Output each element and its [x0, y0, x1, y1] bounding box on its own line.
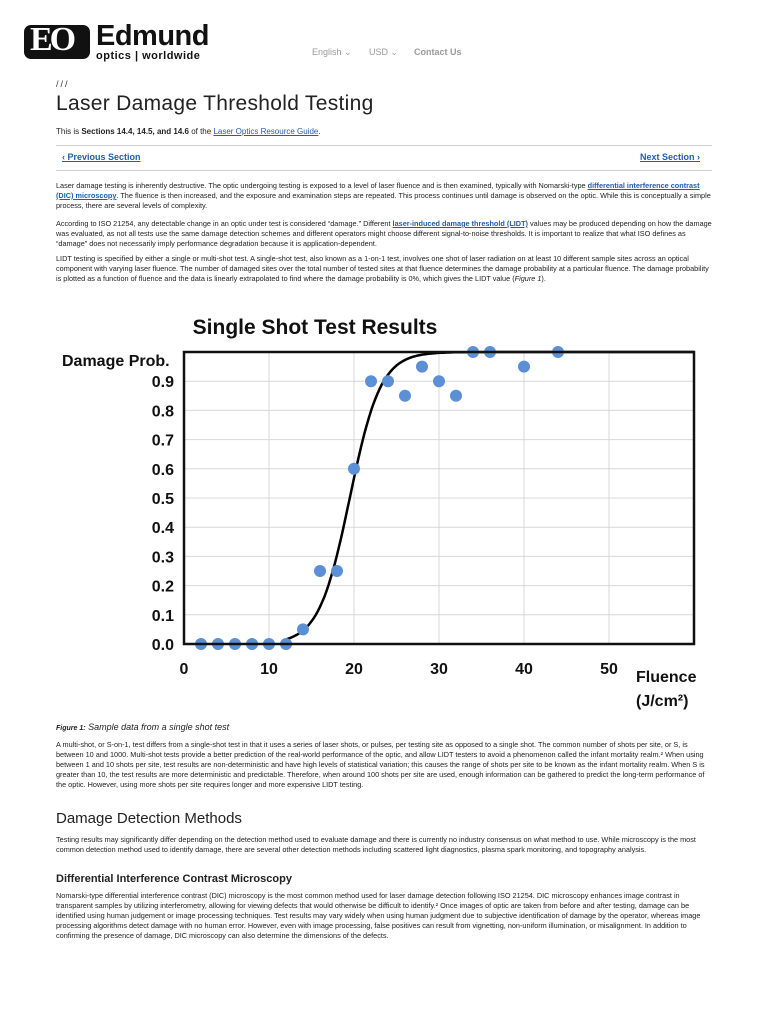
y-tick-label: 0.0 [151, 637, 174, 654]
chart-x-axis-unit: (J/cm²) [636, 693, 689, 710]
data-point [399, 390, 411, 402]
logo-mark [24, 21, 90, 59]
divider-top [56, 145, 712, 146]
subsection-heading: Differential Interference Contrast Microscopy [56, 873, 292, 885]
data-point [297, 623, 309, 635]
page-title: Laser Damage Threshold Testing [56, 92, 374, 115]
fit-curve [286, 352, 694, 639]
lidt-link[interactable]: laser-induced damage threshold (LIDT) [392, 219, 528, 228]
currency-label: USD [369, 47, 389, 57]
data-point [450, 390, 462, 402]
breadcrumb[interactable]: /// [56, 79, 70, 89]
p1-text-a: Laser damage testing is inherently destructive. The optic undergoing testing is exposed to a level of laser fluence and is then examined, typically with Nomarski-type [56, 181, 588, 190]
section-heading: Damage Detection Methods [56, 810, 242, 827]
x-tick-label: 10 [260, 661, 278, 678]
data-point [314, 565, 326, 577]
x-tick-label: 0 [179, 661, 189, 678]
chevron-left-icon: ‹ [62, 152, 68, 162]
data-point [331, 565, 343, 577]
y-tick-label: 0.8 [151, 403, 174, 421]
paragraph-2 [56, 219, 712, 249]
y-tick-label: 0.3 [151, 549, 174, 567]
x-tick-label: 30 [430, 661, 448, 678]
dic-microscopy-link[interactable]: differential interference contrast (DIC) microscopy [56, 181, 700, 200]
y-tick-label: 0.9 [151, 374, 174, 392]
p2-text-a: According to ISO 21254, any detectable change in an optic under test is considered “damage.” Different [56, 219, 393, 228]
p2-text-b: values may be produced depending on how the damage was evaluated, as not all tests use the same damage detection schemes and different operators might choose different signal-to-noise thresholds. It is important to realize that what ISO defines as “damage” does not necessarily imply performance degradation because it is application-dependent. [56, 219, 712, 248]
y-tick-label: 0.2 [151, 578, 174, 596]
data-point [433, 375, 445, 387]
chart-ticks [152, 374, 618, 678]
p1-text-b: . The fluence is then increased, and the exposure and examination steps are repeated. This process continues until damage is observed on the optic. While this is conceptually a simple process, there are several levels of complexity. [56, 191, 711, 210]
p3-text-a: LIDT testing is specified by either a single or multi-shot test. A single-shot test, also known as a 1-on-1 test, involves one shot of laser radiation on at least 10 different sample sites across an optical component with varying laser fluence. The number of damaged sites over the total number of tested sites at that fluence determines the damage probability at a particular fluence. The damage probability is plotted as a function of fluence and the data is linearly extrapolated to find where the damage probability is 0%, which gives the LIDT value ( [56, 254, 709, 283]
logo-text [96, 22, 209, 62]
next-section-link[interactable] [640, 152, 700, 162]
logo-name: Edmund [96, 20, 209, 52]
x-tick-label: 50 [600, 661, 618, 678]
intro-line [56, 127, 321, 136]
paragraph-3 [56, 254, 712, 284]
resource-guide-link[interactable]: Laser Optics Resource Guide [213, 127, 319, 136]
contact-us-link[interactable]: Contact Us [414, 47, 462, 57]
logo-mark-text: EO [30, 21, 74, 58]
intro-post: . [318, 127, 321, 136]
chevron-down-icon: ⌄ [390, 47, 399, 57]
intro-pre: This is [56, 127, 82, 136]
edmund-logo[interactable] [24, 22, 209, 62]
y-tick-label: 0.1 [151, 607, 174, 625]
paragraph-1 [56, 181, 712, 211]
divider-bottom [56, 170, 712, 171]
currency-selector[interactable] [369, 47, 398, 58]
y-tick-label: 0.5 [151, 491, 174, 508]
figure-ref: Figure 1 [514, 274, 542, 283]
data-point [518, 361, 530, 373]
intro-mid: of the [188, 127, 214, 136]
single-shot-chart [56, 310, 712, 720]
y-tick-label: 0.7 [151, 432, 174, 450]
y-tick-label: 0.6 [151, 461, 174, 479]
figure-caption-text: Sample data from a single shot test [85, 722, 230, 732]
p3-text-b: ). [541, 274, 546, 283]
data-point [365, 375, 377, 387]
next-section-label: Next Section [640, 152, 695, 162]
data-point [416, 361, 428, 373]
site-header [0, 0, 768, 80]
chart-title: Single Shot Test Results [192, 316, 438, 339]
y-tick-label: 0.4 [151, 520, 174, 538]
x-tick-label: 20 [345, 661, 363, 678]
chart-y-axis-label: Damage Prob. [62, 353, 170, 370]
figure-caption [56, 722, 229, 732]
language-selector[interactable] [312, 47, 352, 58]
chevron-down-icon: ⌄ [344, 47, 352, 57]
paragraph-4: A multi-shot, or S-on-1, test differs from a single-shot test in that it uses a series of laser shots, or pulses, per testing site as opposed to a single shot. The common number of shots per site, or S, is between 10 and 1000. Multi-shot tests provide a better prediction of the real-world performance of the optic, and allow LIDT testers to avoid a phenomenon called the infant mortality realm.² When using between 1 and 10 shots per site, test results are non-deterministic and have high levels of statistical variation; this causes the range of shots per site to be known as the infant mortality realm. When S is greater than 10, the test results are more deterministic and predictable. Therefore, when around 100 shots per site are used, enough information can be gathered to predict the long-term performance of the optic. However, using more shots per site requires longer and more expensive LIDT testing. [56, 740, 705, 789]
intro-sections: Sections 14.4, 14.5, and 14.6 [81, 127, 189, 136]
x-tick-label: 40 [515, 661, 533, 678]
chevron-right-icon: › [694, 152, 701, 162]
previous-section-label: Previous Section [67, 152, 141, 162]
data-point [348, 463, 360, 475]
logo-subtitle: optics | worldwide [96, 50, 201, 62]
figure-caption-label: Figure 1: [56, 725, 86, 732]
previous-section-link[interactable] [62, 152, 141, 162]
chart-grid [184, 352, 694, 644]
language-label: English [312, 47, 342, 57]
chart-x-axis-label: Fluence [636, 669, 697, 686]
data-point [382, 375, 394, 387]
paragraph-6: Nomarski-type differential interference contrast (DIC) microscopy is the most common method used for laser damage detection following ISO 21254. DIC microscopy enhances image contrast in transparent samples by utilizing interferometry, allowing for viewing defects that would otherwise be difficult to identify.² Once images of optic are taken from before and after testing, damage can be identified using human judgement or image processing techniques. Test results may vary widely when using human judgment due to subjective identification of damage by the operator, whereas image processing algorithms detect damage with no human error. However, even with image processing, false positives can result from vignetting, non-uniform illumination, or misalignment. In addition to confirming the presence of damage, DIC microscopy can also determine the dimensions of the defects. [56, 891, 701, 940]
paragraph-5: Testing results may significantly differ depending on the detection method used to evaluate damage and there is currently no industry consensus on what method to use. While microscopy is the most common detection method used to identify damage, there are several other detection methods including scattered light diagnostics, plasma spark monitoring, and topography analysis. [56, 835, 696, 854]
